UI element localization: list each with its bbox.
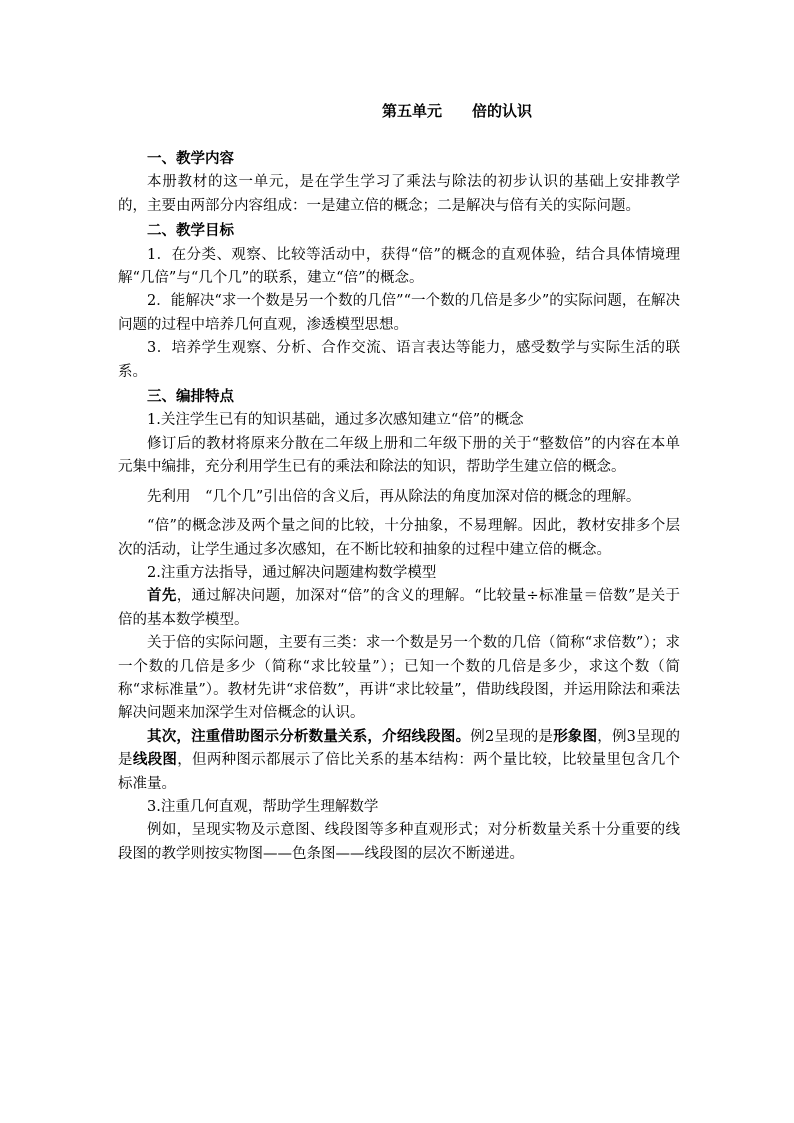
paragraph	[118, 585, 680, 632]
section-heading-features: 三、编排特点	[147, 389, 234, 406]
subheading: 3.注重几何直观，帮助学生理解数学	[147, 798, 379, 815]
subheading: 2.注重方法指导，通过解决问题建构数学模型	[147, 564, 437, 581]
text-run: ，通过解决问题，加深对“倍”的含义的理解。“比较量÷标准量＝倍数”是关于倍的基本数学模型。	[118, 588, 680, 628]
paragraph: 先利用 “几个几”引出倍的含义后，再从除法的角度加深对倍的概念的理解。	[147, 488, 641, 505]
document-body	[118, 148, 680, 866]
bold-text: 首先	[147, 588, 177, 605]
text-run: 例2呈现的是	[470, 728, 554, 745]
paragraph: 2．能解决“求一个数是另一个数的几倍”“一个数的几倍是多少”的实际问题，在解决问题的过程中培养几何直观，渗透模型思想。	[118, 293, 680, 333]
bold-text: 形象图	[553, 728, 598, 745]
bold-text: 线段图	[132, 752, 178, 769]
paragraph: 修订后的教材将原来分散在二年级上册和二年级下册的关于“整数倍”的内容在本单元集中编排，充分利用学生已有的乘法和除法的知识，帮助学生建立倍的概念。	[118, 435, 680, 476]
paragraph: 本册教材的这一单元，是在学生学习了乘法与除法的初步认识的基础上安排教学的，主要由两部分内容组成：一是建立倍的概念；二是解决与倍有关的实际问题。	[118, 174, 680, 214]
paragraph: 关于倍的实际问题，主要有三类：求一个数是另一个数的几倍（简称“求倍数”）；求一个数的几倍是多少（简称“求比较量”）；已知一个数的几倍是多少，求这个数（简称“求标准量”）。教材先讲“求倍数”，再讲“求比较量”，借助线段图，并运用除法和乘法解决问题来加深学生对倍概念的认识。	[118, 635, 680, 722]
paragraph: “倍”的概念涉及两个量之间的比较，十分抽象，不易理解。因此，教材安排多个层次的活动，让学生通过多次感知，在不断比较和抽象的过程中建立倍的概念。	[118, 518, 680, 558]
section-heading-goals: 二、教学目标	[147, 223, 234, 240]
paragraph: 1．在分类、观察、比较等活动中，获得“倍”的概念的直观体验，结合具体情境理解“几倍”与“几个几”的联系，建立“倍”的概念。	[118, 246, 680, 287]
bold-text: 其次，注重借助图示分析数量关系，介绍线段图。	[147, 728, 471, 745]
paragraph: 3．培养学生观察、分析、合作交流、语言表达等能力，感受数学与实际生活的联系。	[118, 340, 680, 380]
text-run: ，例3呈现的是	[118, 728, 680, 769]
text-run: ，但两种图示都展示了倍比关系的基本结构：两个量比较，比较量里包含几个标准量。	[118, 752, 681, 792]
page-title: 第五单元 倍的认识	[381, 102, 532, 120]
section-heading-content: 一、教学内容	[147, 151, 234, 167]
paragraph: 例如，呈现实物及示意图、线段图等多种直观形式；对分析数量关系十分重要的线段图的教学则按实物图——色条图——线段图的层次不断递进。	[118, 822, 680, 862]
subheading: 1.关注学生已有的知识基础，通过多次感知建立“倍”的概念	[147, 412, 524, 429]
paragraph	[118, 726, 680, 796]
